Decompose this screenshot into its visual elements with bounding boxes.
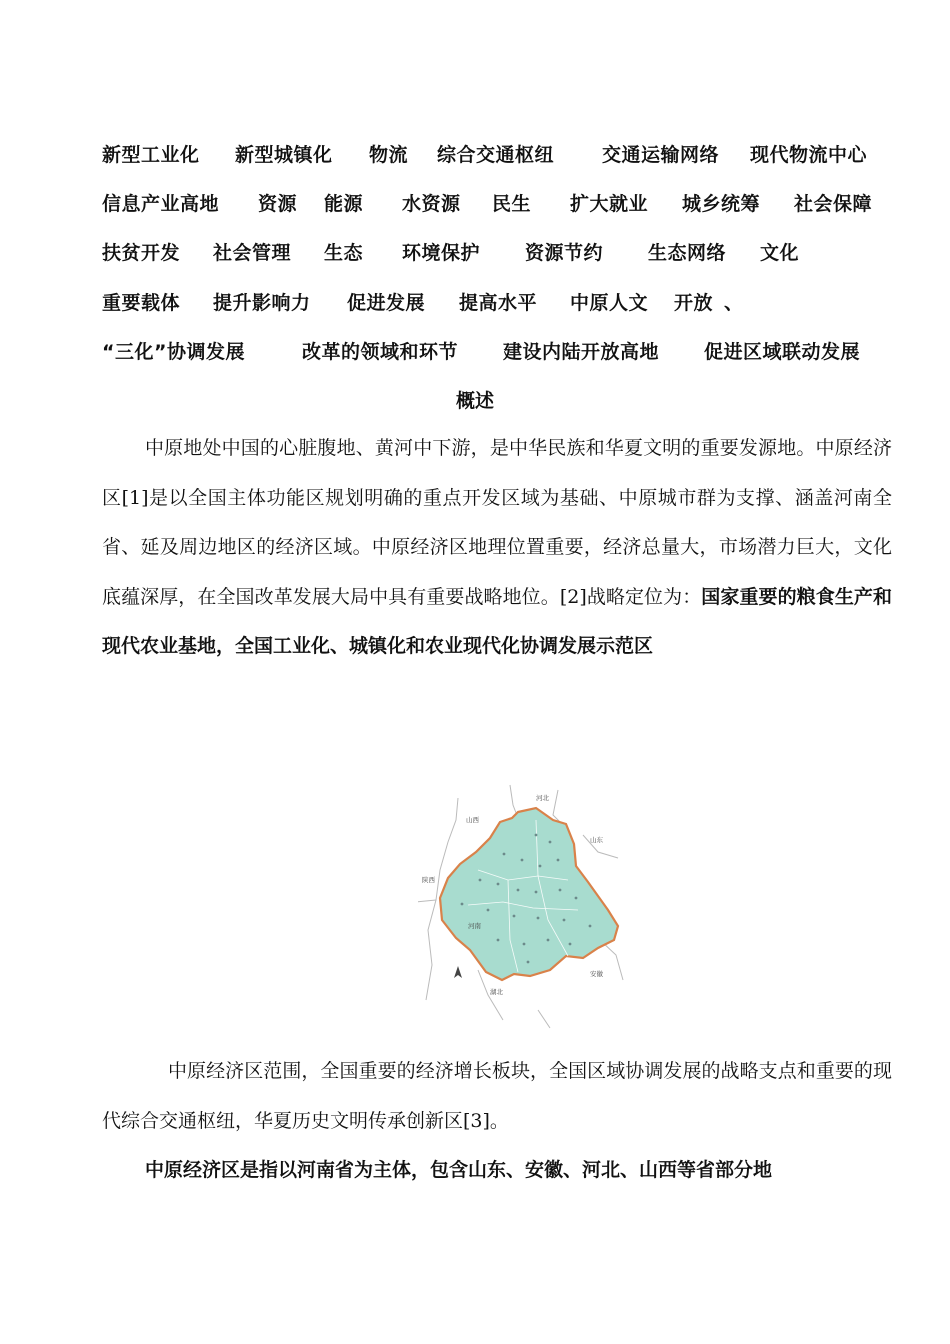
keyword: 综合交通枢纽 [437, 144, 555, 166]
keyword: 交通运输网络 [602, 144, 720, 166]
keyword: 资源节约 [525, 242, 604, 264]
keyword: 开放 [674, 292, 714, 314]
keyword: 改革的领域和环节 [302, 341, 459, 363]
keyword: 能源 [324, 193, 364, 215]
map-label-shandong: 山东 [590, 836, 603, 844]
keyword: 新型城镇化 [235, 144, 333, 166]
keyword: 促进区域联动发展 [704, 341, 861, 363]
north-arrow-icon [454, 966, 462, 978]
keyword: 文化 [760, 242, 800, 264]
map-label-henan: 河南 [468, 922, 481, 930]
economic-zone-region [440, 808, 618, 980]
keyword: 重要载体 [102, 292, 181, 314]
keyword: 环境保护 [402, 242, 481, 264]
keyword: 水资源 [402, 193, 461, 215]
map-label-shaanxi: 陕西 [422, 876, 435, 884]
keyword: 、 [724, 292, 744, 314]
keyword: “三化”协调发展 [102, 341, 245, 363]
map-label-hubei: 湖北 [490, 988, 503, 996]
map-label-hebei: 河北 [536, 794, 549, 802]
keyword: 提高水平 [459, 292, 538, 314]
keyword: 社会管理 [213, 242, 292, 264]
scope-paragraph: 中原经济区范围，全国重要的经济增长板块，全国区域协调发展的战略支点和重要的现代综合交通枢纽，华夏历史文明传承创新区[3]。 [102, 1060, 892, 1132]
central-plains-map [418, 780, 630, 1032]
overview-text: 中原地处中国的心脏腹地、黄河中下游，是中华民族和华夏文明的重要发源地。中原经济区[1]是以全国主体功能区规划明确的重点开发区域为基础、中原城市群为支撑、涵盖河南全省、延及周边地区的经济区域。中原经济区地理位置重要，经济总量大，市场潜力巨大，文化底蕴深厚，在全国改革发展大局中具有重要战略地位。[2]战略定位为： [102, 437, 892, 608]
keyword: 城乡统筹 [682, 193, 761, 215]
map-label-anhui: 安徽 [590, 970, 603, 978]
keyword: 扩大就业 [570, 193, 649, 215]
keyword: 扶贫开发 [102, 242, 181, 264]
keyword: 促进发展 [347, 292, 426, 314]
keyword: 新型工业化 [102, 144, 200, 166]
overview-bold-text: 国家重要的粮食生产和现代农业基地，全国工业化、城镇化和农业现代化协调发展示范区 [102, 585, 892, 657]
keyword: 资源 [258, 193, 298, 215]
overview-paragraph [102, 424, 892, 672]
keyword: 生态 [324, 242, 364, 264]
keyword: 物流 [369, 144, 409, 166]
keyword: 中原人文 [570, 292, 649, 314]
keyword: 民生 [492, 193, 532, 215]
keyword: 社会保障 [794, 193, 873, 215]
keyword: 建设内陆开放高地 [503, 341, 660, 363]
map-label-shanxi: 山西 [466, 816, 479, 824]
keyword: 提升影响力 [213, 292, 311, 314]
definition-paragraph: 中原经济区是指以河南省为主体，包含山东、安徽、河北、山西等省部分地 [145, 1159, 773, 1181]
keyword: 生态网络 [648, 242, 727, 264]
keyword: 现代物流中心 [750, 144, 868, 166]
section-heading: 概述 [455, 390, 494, 412]
keyword: 信息产业高地 [102, 193, 220, 215]
